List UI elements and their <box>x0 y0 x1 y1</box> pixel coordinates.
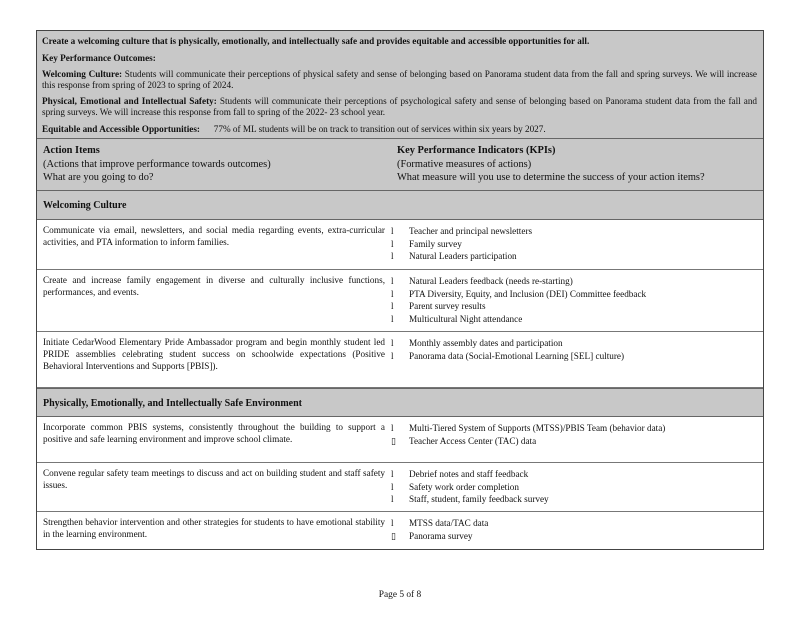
kpi-item <box>391 313 759 326</box>
action-item: Convene regular safety team meetings to discuss and act on building student and staff safety issues. <box>43 468 385 490</box>
bullet-icon: l <box>391 301 394 312</box>
kpi-text: Family survey <box>409 238 462 249</box>
bullet-icon: l <box>391 423 394 434</box>
bullet-icon: l <box>391 313 394 324</box>
kpi-item <box>391 530 759 543</box>
bullet-icon: l <box>391 226 394 237</box>
kpi-text: Panorama survey <box>409 530 473 541</box>
kpi-item <box>391 275 759 288</box>
goal-statement: Create a welcoming culture that is physically, emotionally, and intellectually safe and provides equitable and accessible opportunities for all. <box>42 36 590 46</box>
section-header: Physically, Emotionally, and Intellectually Safe Environment <box>37 388 763 417</box>
section-header: Welcoming Culture <box>37 191 763 220</box>
kpi-list <box>391 512 763 549</box>
kpi-text: MTSS data/TAC data <box>409 518 489 529</box>
kpi-text: Staff, student, family feedback survey <box>409 494 549 505</box>
kpi-header: Key Performance Indicators (KPIs) (Formative measures of actions) What measure will you use to determine the success of your action items? <box>397 145 705 184</box>
goal-block <box>37 31 763 139</box>
bullet-icon: l <box>391 251 394 262</box>
document-table <box>36 30 764 550</box>
kpi-list <box>391 463 763 511</box>
outcome-welcoming: Welcoming Culture: Students will communicate their perceptions of physical safety and sense of belonging based on Panorama student data from the fall and spring surveys. We will increase this response from spring of 2023 to spring of 2024. <box>42 69 757 90</box>
action-items-header: Action Items (Actions that improve performance towards outcomes) What are you going to do? <box>43 145 271 184</box>
action-item: Strengthen behavior intervention and other strategies for students to have emotional stability in the learning environment. <box>43 517 385 539</box>
action-item: Incorporate common PBIS systems, consistently throughout the building to support a positive and safe learning environment and improve school climate. <box>43 422 385 444</box>
kpi-list <box>391 332 763 387</box>
outcome-equity: Equitable and Accessible Opportunities: 77% of ML students will be on track to transition out of services within six years by 2027. <box>42 123 546 134</box>
bullet-icon: l <box>391 494 394 505</box>
bullet-icon: l <box>391 518 394 529</box>
kpi-item <box>391 238 759 251</box>
action-item: Create and increase family engagement in diverse and culturally inclusive functions, performances, and events. <box>43 275 385 297</box>
bullet-icon: ▯ <box>391 530 396 541</box>
kpi-item <box>391 435 759 448</box>
kpi-list <box>391 270 763 331</box>
table-row <box>37 463 763 512</box>
kpi-item <box>391 468 759 481</box>
kpi-text: PTA Diversity, Equity, and Inclusion (DEI) Committee feedback <box>409 288 647 299</box>
kpi-text: Panorama data (Social-Emotional Learning [SEL] culture) <box>409 350 625 361</box>
table-row <box>37 512 763 549</box>
table-row <box>37 220 763 270</box>
kpi-item <box>391 337 759 350</box>
action-item: Communicate via email, newsletters, and social media regarding events, extra-curricular activities, and PTA information to inform families. <box>43 225 385 247</box>
bullet-icon: l <box>391 469 394 480</box>
kpi-text: Natural Leaders feedback (needs re-starting) <box>409 276 573 287</box>
kpi-item <box>391 300 759 313</box>
kpi-item <box>391 493 759 506</box>
kpi-item <box>391 422 759 435</box>
kpi-text: Monthly assembly dates and participation <box>409 338 563 349</box>
kpi-text: Teacher and principal newsletters <box>409 226 533 237</box>
outcome-safety: Physical, Emotional and Intellectual Safety: Students will communicate their perceptions of psychological safety and sense of belonging based on Panorama student data from the fall and spring surveys. We will increase this response from fall to spring of the 2022- 23 school year. <box>42 96 758 117</box>
kpi-text: Parent survey results <box>409 301 486 312</box>
kpi-text: Multicultural Night attendance <box>409 313 523 324</box>
bullet-icon: ▯ <box>391 435 396 446</box>
kpi-item <box>391 225 759 238</box>
sections <box>37 191 763 549</box>
kpi-item <box>391 250 759 263</box>
kpi-list <box>391 220 763 269</box>
kpi-item <box>391 288 759 301</box>
kpi-item <box>391 481 759 494</box>
bullet-icon: l <box>391 238 394 249</box>
table-row <box>37 332 763 388</box>
column-headers <box>37 139 763 191</box>
bullet-icon: l <box>391 338 394 349</box>
bullet-icon: l <box>391 481 394 492</box>
kpi-text: Debrief notes and staff feedback <box>409 469 529 480</box>
kpi-list <box>391 417 763 462</box>
table-row <box>37 270 763 332</box>
table-row <box>37 417 763 463</box>
kpi-text: Natural Leaders participation <box>409 251 517 262</box>
kpi-text: Multi-Tiered System of Supports (MTSS)/PBIS Team (behavior data) <box>409 423 666 434</box>
bullet-icon: l <box>391 276 394 287</box>
kpo-heading: Key Performance Outcomes: <box>42 52 156 63</box>
kpi-text: Safety work order completion <box>409 481 519 492</box>
action-item: Initiate CedarWood Elementary Pride Ambassador program and begin monthly student led PRIDE assemblies celebrating student success on schoolwide expectations (Positive Behavioral Interventions and Supports [PBIS]). <box>43 337 385 371</box>
kpi-item <box>391 517 759 530</box>
kpi-text: Teacher Access Center (TAC) data <box>409 435 537 446</box>
bullet-icon: l <box>391 350 394 361</box>
bullet-icon: l <box>391 288 394 299</box>
kpi-item <box>391 350 759 363</box>
page-number: Page 5 of 8 <box>378 590 422 600</box>
